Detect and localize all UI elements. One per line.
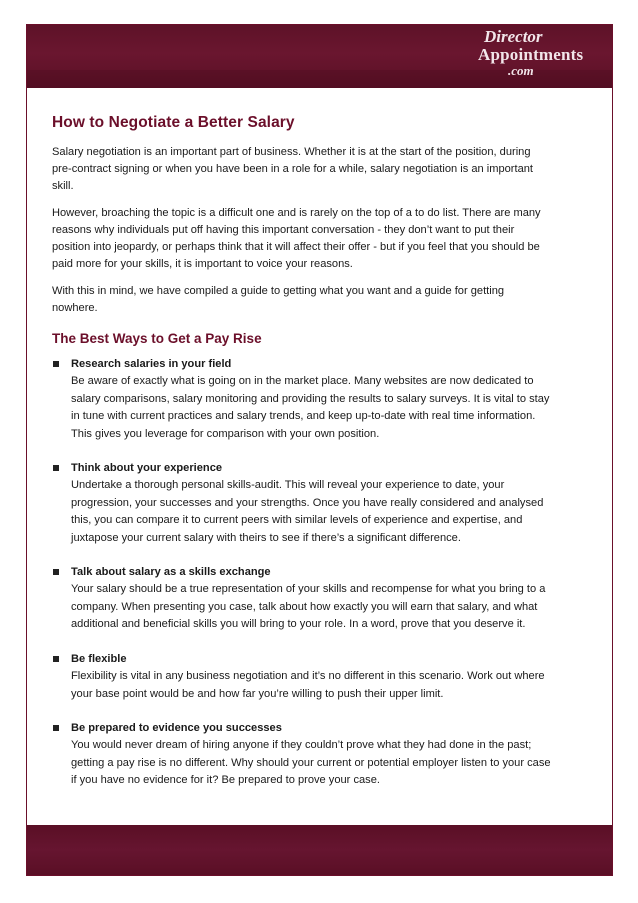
intro-paragraph: With this in mind, we have compiled a guide to getting what you want and a guide for getting nowhere. [52, 285, 505, 314]
tips-list [52, 356, 552, 790]
square-bullet-icon [53, 725, 59, 731]
footer-band [27, 825, 612, 875]
list-item [52, 720, 552, 790]
list-item [52, 651, 552, 703]
tip-title: Research salaries in your field [71, 358, 232, 370]
header-band [27, 25, 612, 88]
tip-body: Flexibility is vital in any business negotiation and it’s no different in this scenario. Work out where your base point would be and how far you’re willing to push their upper limit. [71, 670, 545, 700]
square-bullet-icon [53, 656, 59, 662]
brand-logo [478, 27, 598, 77]
logo-line-domain: .com [508, 63, 534, 78]
tip-title: Be flexible [71, 652, 127, 665]
tip-title: Think about your experience [71, 462, 223, 475]
square-bullet-icon [53, 361, 59, 367]
tip-body: You would never dream of hiring anyone if they couldn’t prove what they had done in the past; getting a pay rise is no different. Why should your current or potential employer listen to your case if you have no evidence for it? Be prepared to prove your case. [71, 739, 551, 787]
list-item [52, 564, 552, 634]
section-heading: The Best Ways to Get a Pay Rise [52, 331, 262, 346]
tip-title: Be prepared to evidence you successes [71, 721, 282, 734]
page-title: How to Negotiate a Better Salary [52, 114, 295, 131]
list-item [52, 356, 552, 443]
intro-paragraph: Salary negotiation is an important part of business. Whether it is at the start of the position, during pre-contract signing or when you have been in a role for a while, salary negotiation is an important skill. [52, 146, 534, 192]
logo-line-director: Director [484, 27, 543, 46]
article-content [52, 114, 552, 807]
square-bullet-icon [53, 569, 59, 575]
tip-body: Your salary should be a true representation of your skills and recompense for what you bring to a company. When presenting you case, talk about how exactly you will earn that salary, and what additional and beneficial skills you will bring to your role. In a word, prove that you deserve it. [71, 583, 546, 631]
tip-body: Be aware of exactly what is going on in the market place. Many websites are now dedicated to salary comparisons, salary monitoring and providing the results to salary surveys. It is vital to stay in tune with current practices and salary trends, and keep up-to-date with real time information. This gives you leverage for comparison with your own position. [71, 375, 550, 440]
list-item [52, 460, 552, 547]
intro-paragraph: However, broaching the topic is a difficult one and is rarely on the top of a to do list. There are many reasons why individuals put off having this important conversation - they don’t want to put their position into jeopardy, or perhaps think that it will affect their offer - but if you feel that you should be paid more for your skills, it is important to voice your reasons. [52, 207, 541, 270]
tip-body: Undertake a thorough personal skills-audit. This will reveal your experience to date, your progression, your successes and your strengths. Once you have really considered and analysed this, you can compare it to current peers with similar levels of experience and expertise, and juxtapose your current salary with theirs to see if there’s a significant difference. [71, 479, 544, 544]
logo-line-appointments: Appointments [478, 45, 584, 64]
square-bullet-icon [53, 465, 59, 471]
tip-title: Talk about salary as a skills exchange [71, 566, 271, 579]
